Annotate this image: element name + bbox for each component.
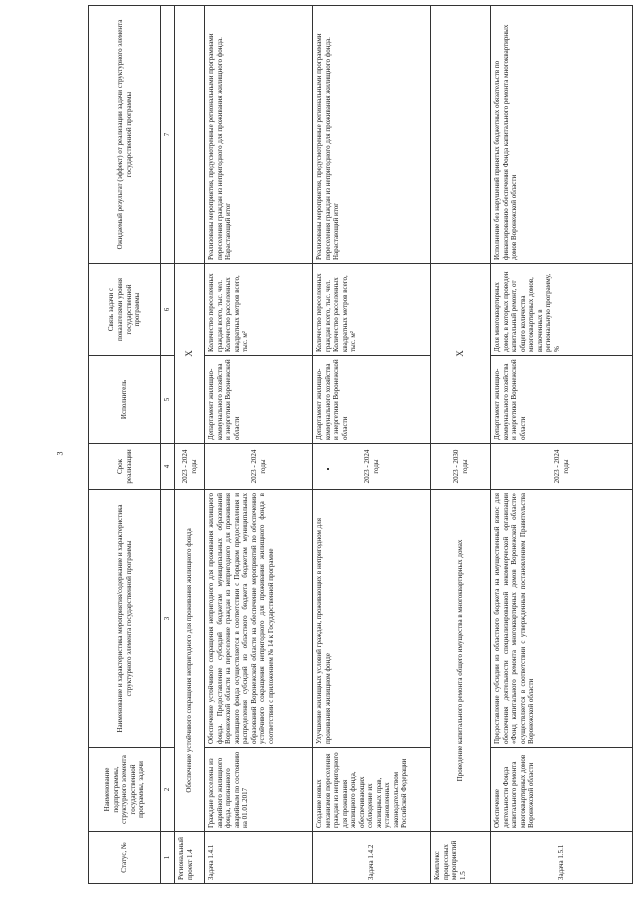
row-term: 2023 - 2024 годы [313,444,431,490]
row-term: 2023 - 2024 годы [205,444,313,490]
column-number: 1 [161,832,175,884]
row-term: 2023 - 2024 годы [491,444,633,490]
header-term: Срок реализации [89,444,161,490]
row-indicators: Количество переселенных граждан всего, тыс. чел. Количество расселенных квадратных метров всего, тыс. м² [313,264,431,356]
row-result: Реализованы мероприятия, предусмотренные региональными программами переселения граждан из непригодного для проживания жилищного фонда. Нарастающий итог [205,6,313,264]
row-executor: Департамент жилищно-коммунального хозяйства и энергетики Воронежской области [205,356,313,444]
row-description: Улучшение жилищных условий граждан, проживающих в непригодном для проживания жилищном фонде [313,490,431,748]
row-term: 2023 - 2030 годы [431,444,491,490]
row-status: Задача 1.4.2 [313,832,431,884]
row-description: Обеспечение устойчивого сокращения непригодного для проживания жилищного фонда. Предоставление субсидий бюджетам муниципальных образований Воронежской области на переселение граждан из непригодного для проживания жилищного фонда осуществляется в соответствии с Порядком предоставления и распределения субсидий из областного бюджета бюджетам муниципальных образований Воронежской области на обеспечение мероприятий по обеспечению устойчивого сокращения непригодного для проживания жилищного фонда в соответствии с приложением № 14 к Государственной программе [205,490,313,748]
row-status: Задача 1.4.1 [205,832,313,884]
header-result: Ожидаемый результат (эффект) от реализации задачи структурного элемента государственной программы [89,6,161,264]
row-status: Региональный проект 1.4 [175,832,205,884]
rotated-page [88,6,633,884]
row-name: Граждане расселены из аварийного жилищного фонда, признанного аварийным по состоянию на 01.01.2017 [205,748,313,832]
row-indicators: Количество переселенных граждан всего, тыс. чел. Количество расселенных квадратных метров всего, тыс. м² [205,264,313,356]
row-indicators: Доля многоквартирных домов, в которых проведен капитальный ремонт, от общего количества многоквартирных домов, включенных в региональную программу, % [491,264,633,356]
row-name: Создание новых механизмов переселения граждан из непригодного для проживания жилищного фонда, обеспечивающих соблюдение их жилищных прав, установленных законодательством Российской Федерации [313,748,431,832]
column-number-row [161,6,175,884]
row-result [175,6,205,264]
row-status: Задача 1.5.1 [491,832,633,884]
table-row [491,6,633,884]
row-x-mark: X [175,264,205,444]
table-row [175,6,205,884]
row-span-title: Обеспечение устойчивого сокращения непригодного для проживания жилищного фонда [175,490,205,832]
column-number: 3 [161,490,175,748]
column-number: 2 [161,748,175,832]
table-row [431,6,491,884]
row-span-title: Проведение капитального ремонта общего имущества в многоквартирных домах [431,490,491,832]
table-row [313,6,431,884]
column-number: 5 [161,356,175,444]
table-header-row [89,6,161,884]
page-number: 3 [55,451,65,456]
column-number: 6 [161,264,175,356]
header-indicators: Связь задачи с показателями уровня государственной программы [89,264,161,356]
row-description: Предоставление субсидии из областного бюджета на имущественный взнос для обеспечения деятельности специализированной некоммерческой организации «Фонд капитального ремонта многоквартирных домов Воронежской области» осуществляется в соответствии с утвержденным постановлением Правительства Воронежской области [491,490,633,748]
row-term: 2023 - 2024 годы [175,444,205,490]
row-result: Реализованы мероприятия, предусмотренные региональными программами переселения граждан из непригодного для проживания жилищного фонда. Нарастающий итог [313,6,431,264]
header-status: Статус, № [89,832,161,884]
header-executor: Исполнитель [89,356,161,444]
row-executor: Департамент жилищно-коммунального хозяйства и энергетики Воронежской области [491,356,633,444]
column-number: 4 [161,444,175,490]
column-number: 7 [161,6,175,264]
row-name: Обеспечение деятельности Фонда капитального ремонта многоквартирных домов Воронежской области [491,748,633,832]
header-name: Наименование подпрограммы, структурного элемента государственной программы, задачи [89,748,161,832]
program-table [88,5,633,884]
row-executor: Департамент жилищно-коммунального хозяйства и энергетики Воронежской области [313,356,431,444]
table-row [205,6,313,884]
row-result [431,6,491,264]
row-status: Комплекс процессных мероприятий 1.5 [431,832,491,884]
header-description: Наименование и характеристика мероприятия/содержание и характеристика структурного элемента государственной программы [89,490,161,748]
document-table-container [88,6,633,884]
row-result: Исполнение без нарушений принятых бюджетных обязательств по финансированию обеспечения Фонда капитального ремонта многоквартирных домов Воронежской области [491,6,633,264]
row-x-mark: X [431,264,491,444]
